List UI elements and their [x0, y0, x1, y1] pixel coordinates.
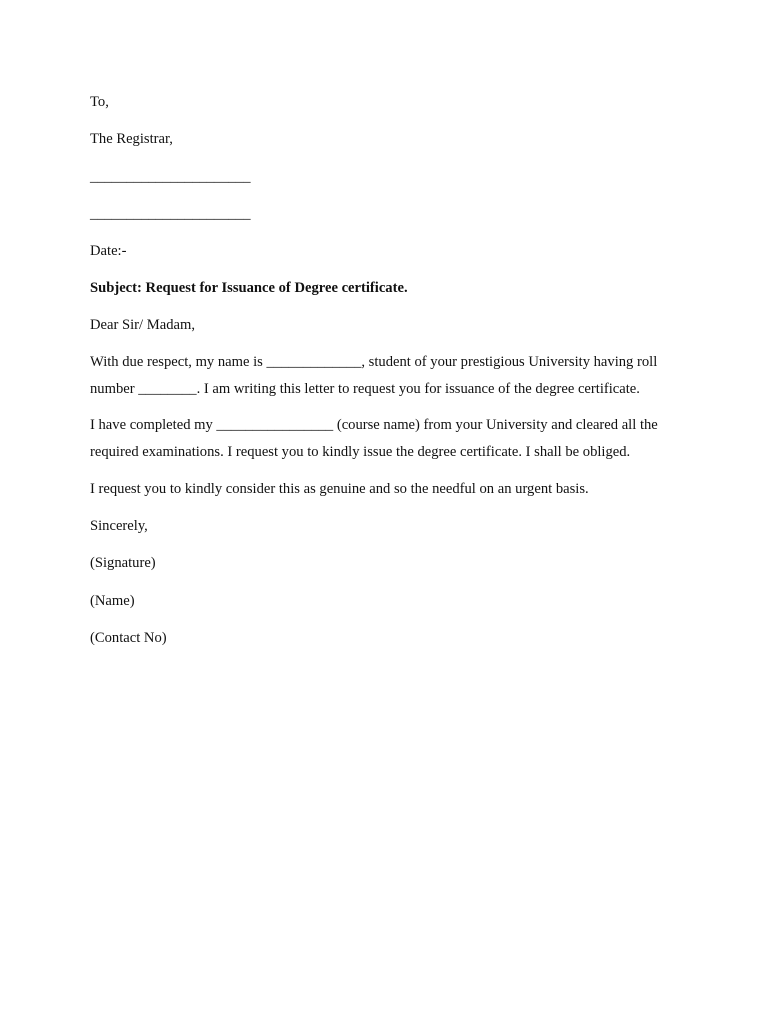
closing-line: Sincerely, — [90, 518, 148, 534]
to-line: To, — [90, 94, 109, 110]
paragraph-2-line-1: I have completed my ________________ (course name) from your University and cleared all the — [90, 417, 658, 433]
paragraph-1-line-1: With due respect, my name is _____________, student of your prestigious University having roll — [90, 354, 658, 370]
salutation-line: Dear Sir/ Madam, — [90, 317, 195, 333]
address-blank-1: ______________________ — [90, 169, 251, 185]
signature-placeholder: (Signature) — [90, 555, 156, 571]
subject-line: Subject: Request for Issuance of Degree certificate. — [90, 280, 408, 296]
recipient-line: The Registrar, — [90, 131, 173, 147]
paragraph-1-line-2: number ________. I am writing this letter to request you for issuance of the degree certificate. — [90, 381, 640, 397]
paragraph-3: I request you to kindly consider this as genuine and so the needful on an urgent basis. — [90, 481, 589, 497]
name-placeholder: (Name) — [90, 593, 135, 609]
paragraph-2-line-2: required examinations. I request you to kindly issue the degree certificate. I shall be obliged. — [90, 444, 631, 460]
address-blank-2: ______________________ — [90, 206, 251, 222]
date-line: Date:- — [90, 243, 127, 259]
contact-placeholder: (Contact No) — [90, 630, 167, 646]
